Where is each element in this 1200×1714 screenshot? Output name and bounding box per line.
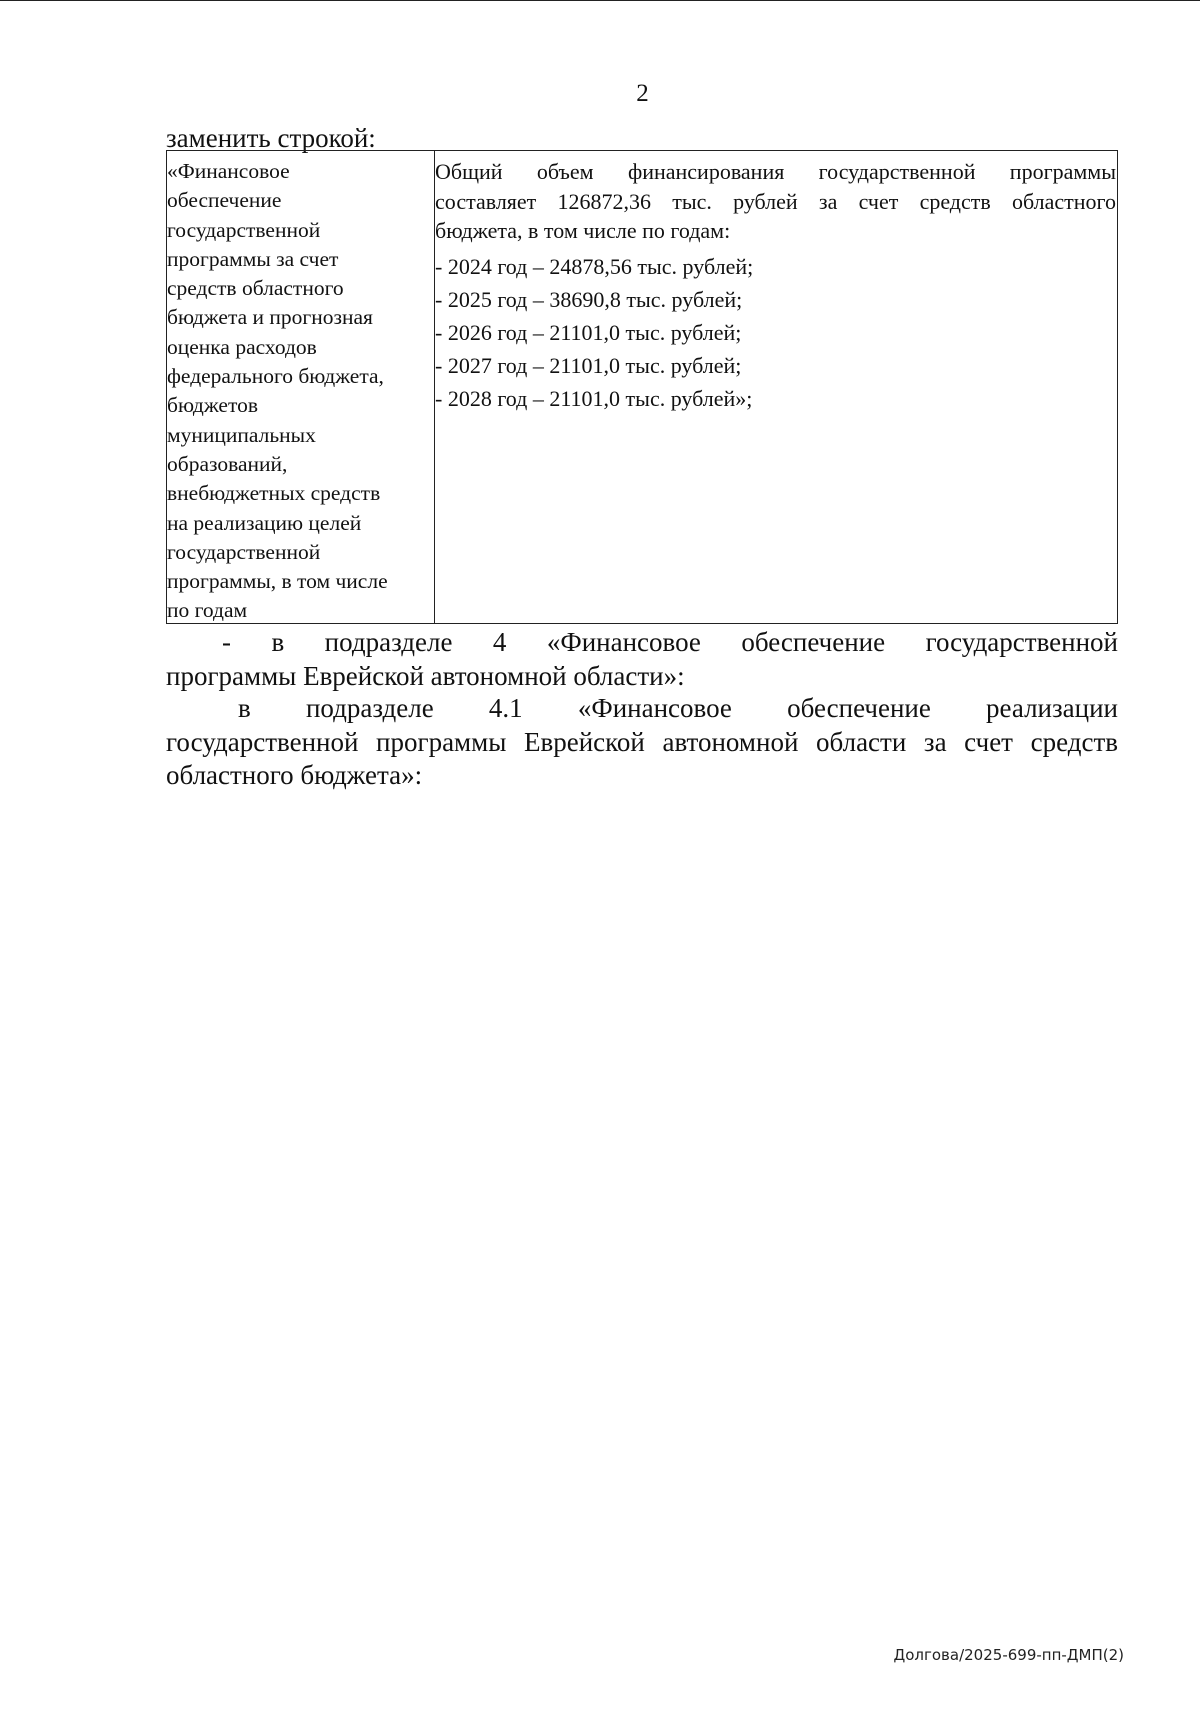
left-cell-line: образований,: [167, 451, 288, 476]
document-footer-code: Долгова/2025-699-пп-ДМП(2): [893, 1646, 1124, 1664]
paragraph-subsection-4: [166, 626, 1118, 693]
funding-year-item: - 2027 год – 21101,0 тыс. рублей;: [435, 352, 742, 378]
table-cell-left: [167, 151, 435, 623]
left-cell-line: внебюджетных средств: [167, 481, 381, 506]
paragraph-subsection-4-1: [166, 692, 1118, 793]
left-cell-line: оценка расходов: [167, 334, 317, 359]
funding-year-item: - 2025 год – 38690,8 тыс. рублей;: [435, 286, 743, 312]
paragraph-line: - в подразделе 4 «Финансовое обеспечение государственной: [222, 627, 1118, 657]
page-top-edge: [0, 0, 1200, 1]
lead-text: заменить строкой:: [166, 123, 376, 153]
left-cell-line: федерального бюджета,: [167, 364, 384, 389]
page-number: 2: [636, 80, 649, 107]
funding-year-item: - 2024 год – 24878,56 тыс. рублей;: [435, 253, 754, 279]
funding-years-list: [435, 250, 1116, 415]
paragraph-line: государственной программы Еврейской автономной области за счет средств: [166, 726, 1118, 757]
left-cell-line: средств областного: [167, 276, 344, 301]
funding-year-item: - 2028 год – 21101,0 тыс. рублей»;: [435, 385, 753, 411]
paragraph-line: программы Еврейской автономной области»:: [166, 660, 685, 691]
table-cell-right: [435, 151, 1117, 623]
funding-table: [166, 150, 1118, 624]
funding-intro-line: бюджета, в том числе по годам:: [435, 218, 731, 243]
left-cell-line: муниципальных: [167, 422, 316, 447]
funding-year-item: - 2026 год – 21101,0 тыс. рублей;: [435, 319, 742, 345]
left-cell-line: бюджетов: [167, 393, 258, 418]
left-cell-line: по годам: [167, 598, 248, 623]
paragraph-line: областного бюджета»:: [166, 760, 423, 790]
funding-intro-line: Общий объем финансирования государственной программы: [435, 159, 1116, 184]
left-cell-line: программы, в том числе: [167, 569, 388, 594]
left-cell-line: обеспечение: [167, 188, 282, 213]
funding-intro-line: составляет 126872,36 тыс. рублей за счет средств областного: [435, 188, 1116, 214]
left-cell-line: «Финансовое: [167, 159, 290, 183]
left-cell-line: программы за счет: [167, 246, 339, 271]
left-cell-line: государственной: [167, 217, 321, 242]
left-cell-line: государственной: [167, 539, 321, 564]
left-cell-line: бюджета и прогнозная: [167, 305, 373, 330]
left-cell-line: на реализацию целей: [167, 510, 362, 535]
paragraph-line: в подразделе 4.1 «Финансовое обеспечение реализации: [238, 693, 1118, 723]
